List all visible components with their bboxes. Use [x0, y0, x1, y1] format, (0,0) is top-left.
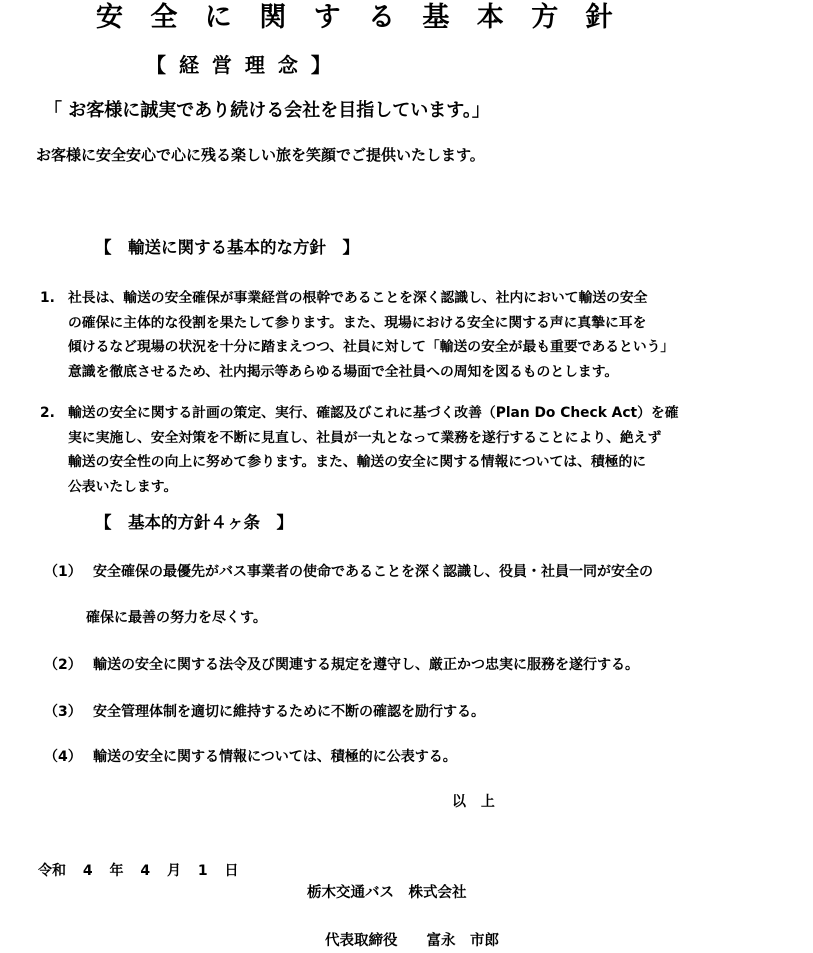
policy-line: 輸送の安全性の向上に努めて参ります。また、輸送の安全に関する情報については、積極的に	[68, 454, 647, 470]
policy-item-number: 2.	[40, 405, 55, 421]
article-text: 安全管理体制を適切に維持するために不断の確認を励行する。	[93, 704, 485, 720]
article-1-continuation: 確保に最善の努力を尽くす。	[86, 610, 267, 626]
policy-line: 意識を徹底させるため、社内掲示等あらゆる場面で全社員への周知を図るものとします。	[68, 363, 619, 380]
policy-item-number: 1.	[40, 290, 55, 306]
article-number: （3）	[44, 704, 82, 720]
policy-item-1	[40, 286, 674, 384]
document-title: 安 全 に 関 す る 基 本 方 針	[96, 2, 622, 33]
company-name: 栃木交通バス 株式会社	[307, 885, 467, 901]
article-text: 輸送の安全に関する情報については、積極的に公表する。	[93, 749, 457, 765]
end-mark: 以 上	[452, 794, 500, 810]
four-articles-heading: 【 基本的方針４ヶ条 】	[95, 513, 293, 532]
policy-line: 輸送の安全に関する計画の策定、実行、確認及びこれに基づく改善（Plan Do Check Act）を確	[68, 405, 679, 421]
article-text: 安全確保の最優先がバス事業者の使命であることを深く認識し、役員・社員一同が安全の	[93, 564, 653, 580]
intro-statement: お客様に安全安心で心に残る楽しい旅を笑顔でご提供いたします。	[36, 146, 485, 164]
article-number: （4）	[44, 749, 82, 765]
policy-line: 社長は、輸送の安全確保が事業経営の根幹であることを深く認識し、社内において輸送の安全	[68, 290, 648, 306]
transport-policy-heading: 【 輸送に関する基本的な方針 】	[95, 238, 359, 257]
article-text: 輸送の安全に関する法令及び関連する規定を遵守し、厳正かつ忠実に服務を遂行する。	[93, 657, 639, 673]
policy-item-2	[40, 401, 679, 499]
article-number: （2）	[44, 657, 82, 673]
issue-date: 令和 4 年 4 月 1 日	[38, 863, 239, 879]
management-philosophy-heading: 【 経 営 理 念 】	[146, 53, 334, 77]
policy-line: 公表いたします。	[68, 478, 178, 495]
article-number: （1）	[44, 564, 82, 580]
policy-line: の確保に主体的な役割を果たして参ります。また、現場における安全に関する声に真摯に耳を	[68, 314, 647, 331]
policy-line: 傾けるなど現場の状況を十分に踏まえつつ、社員に対して「輸送の安全が最も重要であるという」	[68, 339, 675, 355]
company-motto: 「 お客様に誠実であり続ける会社を目指しています。」	[44, 100, 490, 121]
representative-name: 代表取締役 富永 市郎	[325, 933, 499, 949]
policy-line: 実に実施し、安全対策を不断に見直し、社員が一丸となって業務を遂行することにより、絶えず	[68, 429, 662, 446]
